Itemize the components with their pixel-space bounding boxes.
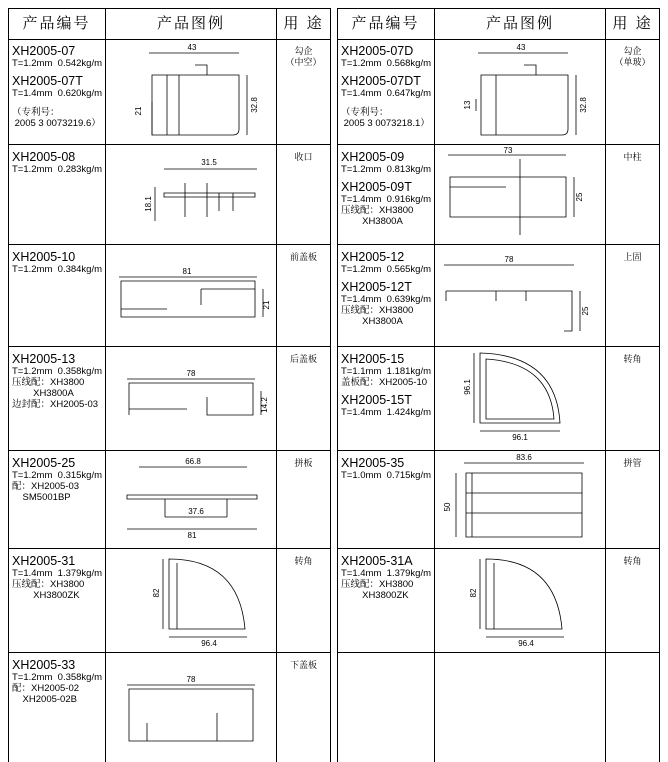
dim-width: 31.5 [201, 158, 217, 167]
profile-drawing [107, 549, 276, 652]
product-code: XH2005-07 [12, 44, 76, 58]
border-line [659, 8, 660, 762]
product-spec: T=1.4mm 1.379kg/m 压线配：XH3800 XH3800ZK [341, 568, 432, 601]
dim-width: 81 [182, 267, 192, 276]
profile-drawing [107, 145, 276, 244]
product-code: XH2005-31 [12, 554, 76, 568]
product-row [8, 245, 330, 347]
product-code: XH2005-09T [341, 180, 412, 194]
product-code: XH2005-09 [341, 150, 405, 164]
empty-row [337, 653, 659, 762]
dim-height: 32.8 [579, 97, 588, 113]
product-row [337, 245, 659, 347]
product-row [337, 549, 659, 653]
dim-width: 81 [187, 531, 197, 540]
left-table [8, 0, 330, 762]
product-row [8, 39, 330, 145]
profile-drawing [107, 451, 276, 548]
product-code: XH2005-25 [12, 456, 76, 470]
product-row [337, 39, 659, 145]
product-row [8, 451, 330, 549]
product-code: XH2005-13 [12, 352, 76, 366]
profile-drawing [436, 549, 605, 652]
product-row [8, 145, 330, 245]
dim-width: 96.4 [518, 639, 534, 648]
product-code: XH2005-07D [341, 44, 414, 58]
profile-drawing [107, 653, 276, 762]
product-spec: T=1.4mm 0.916kg/m 压线配：XH3800 XH3800A [341, 194, 432, 227]
dim-height: 32.8 [250, 97, 259, 113]
profile-drawing [436, 451, 605, 548]
profile-drawing [436, 347, 605, 450]
product-spec: T=1.2mm 0.358kg/m 压线配：XH3800 XH3800A 边封配：XH2005-03 [12, 366, 103, 410]
usage-text: 转角 [623, 355, 642, 365]
usage-text: 拼管 [623, 459, 642, 469]
product-spec: T=1.2mm 0.384kg/m [12, 264, 103, 275]
patent-note: （专利号： 2005 3 0073219.6） [12, 107, 101, 129]
usage-text: 勾企 （中空） [285, 47, 322, 68]
product-row [8, 549, 330, 653]
dim-height: 25 [575, 192, 584, 202]
product-code: XH2005-07T [12, 74, 83, 88]
dim-height: 21 [134, 106, 143, 116]
right-table [337, 0, 659, 762]
header-code: 产品编号 [351, 15, 420, 32]
dim-width: 78 [186, 675, 196, 684]
usage-text: 上固 [623, 253, 642, 263]
profile-drawing [107, 245, 276, 346]
usage-text: 中柱 [623, 153, 642, 163]
dim-width: 43 [516, 43, 526, 52]
dim-width: 78 [186, 369, 196, 378]
product-spec: T=1.0mm 0.715kg/m [341, 470, 432, 481]
header-row [337, 8, 659, 40]
usage-text: 转角 [623, 557, 642, 567]
product-spec: T=1.2mm 0.283kg/m [12, 164, 103, 175]
dim-height: 96.1 [463, 379, 472, 395]
product-spec: T=1.2mm 0.315kg/m 配：XH2005-03 SM5001BP [12, 470, 103, 503]
dim-width: 96.1 [512, 433, 528, 442]
product-code: XH2005-31A [341, 554, 413, 568]
header-figure: 产品图例 [156, 15, 225, 32]
profile-drawing [436, 245, 605, 346]
product-row [8, 653, 330, 762]
dim-height: 50 [443, 502, 452, 512]
dim-width: 66.8 [185, 457, 201, 466]
header-usage: 用 途 [612, 15, 653, 32]
dim-width: 78 [504, 255, 514, 264]
dim-height: 25 [581, 306, 590, 316]
product-spec: T=1.2mm 0.542kg/m [12, 58, 103, 69]
profile-drawing [107, 39, 276, 144]
dim-width: 73 [503, 146, 513, 155]
product-code: XH2005-15 [341, 352, 405, 366]
usage-text: 后盖板 [289, 355, 317, 365]
header-figure: 产品图例 [485, 15, 554, 32]
product-spec: T=1.4mm 0.620kg/m [12, 88, 103, 99]
usage-text: 勾企 （单玻） [614, 47, 651, 68]
profile-drawing [436, 145, 605, 244]
dim-width: 83.6 [516, 453, 532, 462]
usage-text: 前盖板 [289, 253, 317, 263]
product-code: XH2005-12 [341, 250, 405, 264]
product-code: XH2005-35 [341, 456, 405, 470]
product-spec: T=1.2mm 0.568kg/m [341, 58, 432, 69]
dim-height: 18.1 [144, 196, 153, 212]
product-row [337, 451, 659, 549]
product-code: XH2005-10 [12, 250, 76, 264]
patent-note: （专利号： 2005 3 0073218.1） [341, 107, 430, 129]
profile-drawing [107, 347, 276, 450]
product-spec: T=1.4mm 0.647kg/m [341, 88, 432, 99]
product-spec: T=1.4mm 1.424kg/m [341, 407, 432, 418]
product-spec: T=1.2mm 0.565kg/m [341, 264, 432, 275]
product-spec: T=1.2mm 0.358kg/m 配：XH2005-02 XH2005-02B [12, 672, 103, 705]
product-row [337, 347, 659, 451]
product-spec: T=1.4mm 1.379kg/m 压线配：XH3800 XH3800ZK [12, 568, 103, 601]
product-code: XH2005-12T [341, 280, 412, 294]
product-spec: T=1.2mm 0.813kg/m [341, 164, 432, 175]
dim-height: 13 [463, 100, 472, 110]
usage-text: 收口 [294, 153, 313, 163]
product-row [337, 145, 659, 245]
header-row [8, 8, 330, 40]
product-code: XH2005-07DT [341, 74, 421, 88]
dim-height: 21 [262, 300, 271, 310]
product-row [8, 347, 330, 451]
product-spec: T=1.4mm 0.639kg/m 压线配：XH3800 XH3800A [341, 294, 432, 327]
dim-height: 14.2 [260, 397, 269, 413]
profile-drawing [436, 39, 605, 144]
usage-text: 拼板 [294, 459, 313, 469]
header-usage: 用 途 [283, 15, 324, 32]
product-code: XH2005-33 [12, 658, 76, 672]
dim-height: 82 [152, 588, 161, 598]
dim-height: 82 [469, 588, 478, 598]
product-code: XH2005-15T [341, 393, 412, 407]
usage-text: 转角 [294, 557, 313, 567]
dim-width: 37.6 [188, 507, 204, 516]
usage-text: 下盖板 [289, 661, 317, 671]
product-code: XH2005-08 [12, 150, 76, 164]
dim-width: 43 [187, 43, 197, 52]
dim-width: 96.4 [201, 639, 217, 648]
product-spec: T=1.1mm 1.181kg/m 盖板配：XH2005-10 [341, 366, 432, 388]
border-line [330, 8, 331, 762]
header-code: 产品编号 [22, 15, 91, 32]
